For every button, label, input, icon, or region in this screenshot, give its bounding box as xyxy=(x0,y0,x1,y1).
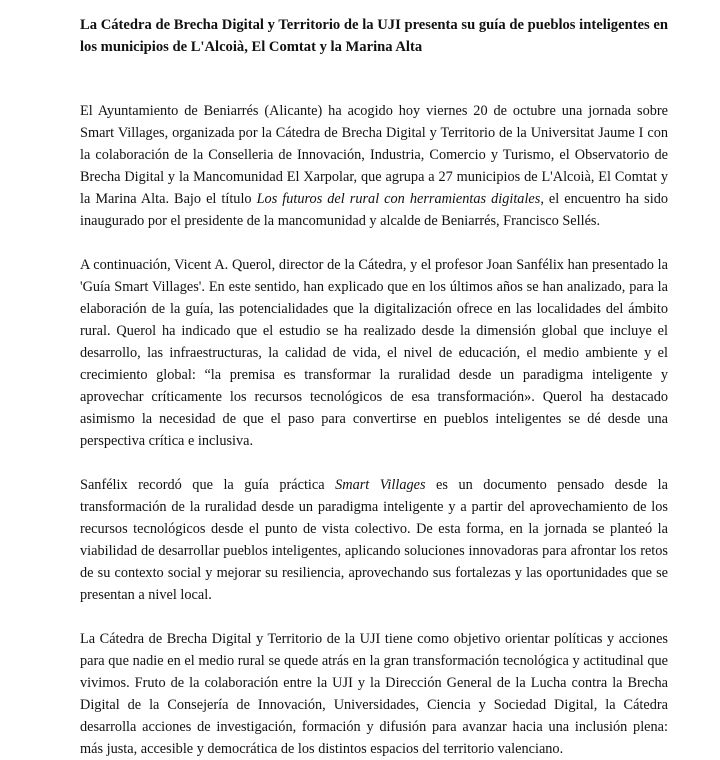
paragraph-jornada-text-before: El Ayuntamiento de Beniarrés (Alicante) ha acogido hoy viernes 20 de octubre una jornada sobre Smart Villages, organizada por la Cátedra de Brecha Digital y Territorio de la Universitat Jaume I con la colaboración de la Conselleria de Innovación, Industria, Comercio y Turismo, el Observatorio de Brecha Digital y la Mancomunidad El Xarpolar, que agrupa a 27 municipios de L'Alcoià, El Comtat y la Marina Alta. Bajo el título xyxy=(80,103,668,207)
paragraph-querol: A continuación, Vicent A. Querol, director de la Cátedra, y el profesor Joan Sanfélix han presentado la 'Guía Smart Villages'. En este sentido, han explicado que en los últimos años se han analizado, para la elaboración de la guía, las potencialidades que la digitalización ofrece en las localidades del ámbito rural. Querol ha indicado que el estudio se ha realizado desde la dimensión global que incluye el desarrollo, las infraestructuras, la calidad de vida, el nivel de educación, el medio ambiente y el crecimiento global: “la premisa es transformar la ruralidad desde un paradigma inteligente y aprovechar críticamente los recursos tecnológicos de esa transformación». Querol ha destacado asimismo la necesidad de que el paso para convertirse en pueblos inteligentes se dé desde una perspectiva crítica e inclusiva. xyxy=(80,257,668,449)
document-title: La Cátedra de Brecha Digital y Territorio de la UJI presenta su guía de pueblos inteligentes en los municipios de L'Alcoià, El Comtat y la Marina Alta xyxy=(80,17,668,55)
paragraph-jornada-text-after: , el encuentro ha sido inaugurado por el presidente de la mancomunidad y alcalde de Beniarrés, Francisco Sellés. xyxy=(80,191,668,229)
paragraph-catedra: La Cátedra de Brecha Digital y Territorio de la UJI tiene como objetivo orientar políticas y acciones para que nadie en el medio rural se quede atrás en la gran transformación tecnológica y actitudinal que vivimos. Fruto de la colaboración entre la UJI y la Dirección General de la Lucha contra la Brecha Digital de la Consejería de Innovación, Universidades, Ciencia y Sociedad Digital, la Cátedra desarrolla acciones de investigación, formación y difusión para avanzar hacia una inclusión plena: más justa, accesible y democrática de los distintos espacios del territorio valenciano. xyxy=(80,631,668,757)
paragraph-sanfelix-text-before: Sanfélix recordó que la guía práctica xyxy=(80,477,336,493)
paragraph-jornada xyxy=(80,100,668,232)
paragraph-sanfelix xyxy=(80,474,668,606)
paragraph-jornada-italic-title: Los futuros del rural con herramientas digitales xyxy=(256,191,541,207)
paragraph-sanfelix-text-after: es un documento pensado desde la transformación de la ruralidad desde un paradigma inteligente y a partir del aprovechamiento de los recursos tecnológicos desde el punto de vista colectivo. De esta forma, en la jornada se planteó la viabilidad de desarrollar pueblos inteligentes, aplicando soluciones innovadoras para afrontar los retos de su contexto social y mejorar su resiliencia, aprovechando sus fortalezas y las oportunidades que se presentan a nivel local. xyxy=(80,477,668,603)
paragraph-sanfelix-italic-title: Smart Villages xyxy=(335,477,426,493)
